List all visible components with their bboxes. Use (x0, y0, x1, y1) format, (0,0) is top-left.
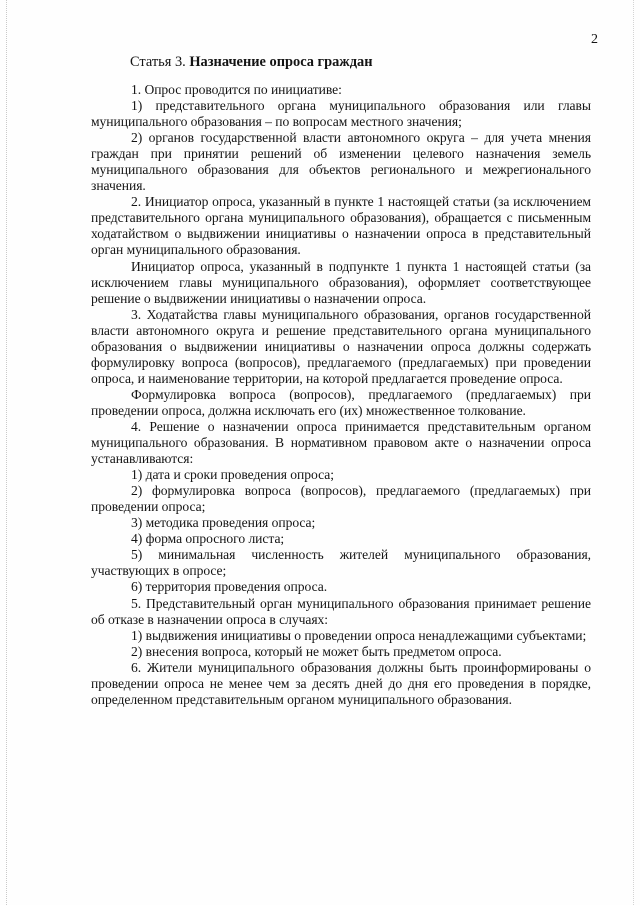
article-heading (130, 53, 373, 71)
paragraph-1-item-2: 2) органов государственной власти автономного округа – для учета мнения граждан при принятии решений об изменении целевого назначения земель муниципального образования для объектов регионального и межрегионального значения. (91, 130, 591, 194)
paragraph-5-item-1: 1) выдвижения инициативы о проведении опроса ненадлежащими субъектами; (131, 627, 587, 643)
paragraph-4-item-2: 2) формулировка вопроса (вопросов), предлагаемого (предлагаемых) при проведении опроса; (91, 483, 591, 515)
paragraph-1-item-1: 1) представительного органа муниципального образования или главы муниципального образования – по вопросам местного значения; (91, 98, 591, 130)
page-number: 2 (591, 32, 598, 47)
paragraph-3-wording: Формулировка вопроса (вопросов), предлагаемого (предлагаемых) при проведении опроса, должна исключать его (их) множественное толкование. (91, 386, 591, 418)
article-title: Назначение опроса граждан (189, 54, 373, 70)
paragraph-4-item-6: 6) территория проведения опроса. (131, 579, 328, 595)
paragraph-4-item-4: 4) форма опросного листа; (131, 531, 285, 547)
paragraph-4-item-1: 1) дата и сроки проведения опроса; (131, 467, 334, 483)
scan-edge-right (633, 0, 634, 905)
paragraph-2: 2. Инициатор опроса, указанный в пункте 1 настоящей статьи (за исключением представительного органа муниципального образования), обращается с письменным ходатайством о выдвижении инициативы о назначении опроса в представительный орган муниципального образования. (91, 194, 591, 258)
paragraph-5: 5. Представительный орган муниципального образования принимает решение об отказе в назначении опроса в случаях: (91, 595, 591, 627)
article-body (91, 82, 591, 708)
paragraph-2-initiator: Инициатор опроса, указанный в подпункте 1 пункта 1 настоящей статьи (за исключением главы муниципального образования), оформляет соответствующее решение о выдвижении инициативы о назначении опроса. (91, 258, 591, 306)
paragraph-3: 3. Ходатайства главы муниципального образования, органов государственной власти автономного округа и решение представительного органа муниципального образования о выдвижении инициативы о назначении опроса должны содержать формулировку вопроса (вопросов), предлагаемого (предлагаемых) при проведении опроса, и наименование территории, на которой предлагается проведение опроса. (91, 306, 591, 386)
paragraph-4-item-5: 5) минимальная численность жителей муниципального образования, участвующих в опросе; (91, 547, 591, 579)
scan-edge-left (6, 0, 7, 905)
article-number: Статья 3. (130, 54, 186, 70)
paragraph-6: 6. Жители муниципального образования должны быть проинформированы о проведении опроса не менее чем за десять дней до дня его проведения в порядке, определенном представительным органом муниципального образования. (91, 659, 591, 707)
paragraph-5-item-2: 2) внесения вопроса, который не может быть предметом опроса. (131, 643, 502, 659)
paragraph-1: 1. Опрос проводится по инициативе: (131, 82, 342, 97)
paragraph-4: 4. Решение о назначении опроса принимается представительным органом муниципального образования. В нормативном правовом акте о назначении опроса устанавливаются: (91, 418, 591, 467)
paragraph-4-item-3: 3) методика проведения опроса; (131, 515, 316, 531)
